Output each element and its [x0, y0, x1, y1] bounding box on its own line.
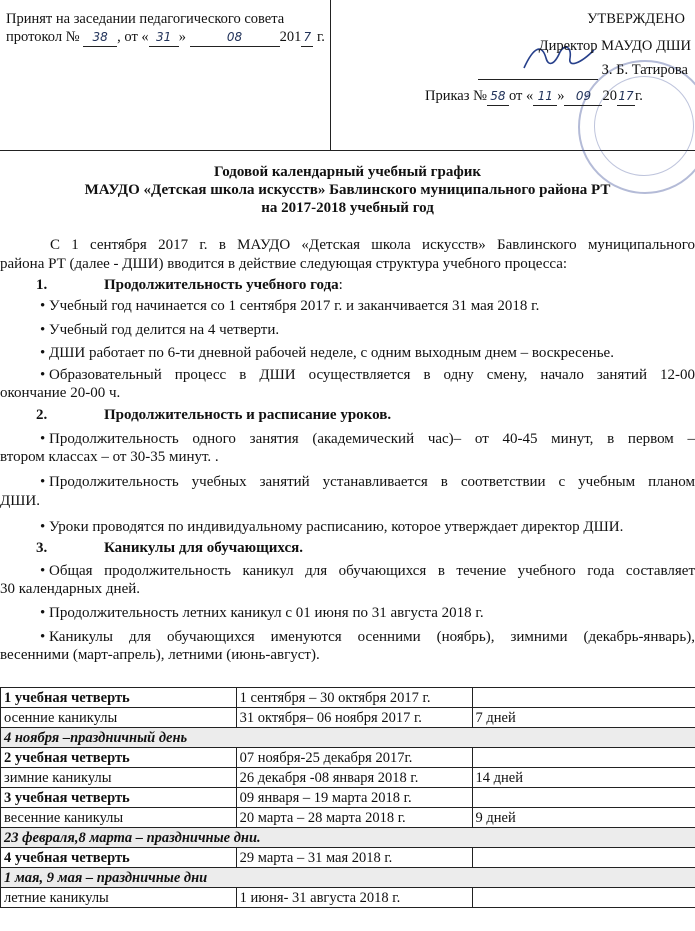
period-duration-cell: 14 дней	[472, 768, 695, 788]
order-prefix: Приказ №	[425, 88, 487, 104]
list-item-text: Каникулы для обучающихся именуются осенними (ноябрь), зимними (декабрь-январь),	[49, 629, 695, 645]
list-item: • Продолжительность летних каникул с 01 июня по 31 августа 2018 г.	[40, 605, 484, 621]
table-row	[1, 868, 695, 888]
order-from: от «	[508, 88, 534, 104]
protocol-line	[6, 28, 325, 47]
holiday-note-cell: 1 мая, 9 мая – праздничные дни	[1, 868, 695, 888]
table-row	[1, 888, 695, 908]
list-item: • Учебный год делится на 4 четверти.	[40, 322, 280, 338]
table-row	[1, 788, 695, 808]
section3-heading: Каникулы для обучающихся.	[104, 540, 304, 556]
table-row	[1, 728, 695, 748]
intro-line1: С 1 сентября 2017 г. в МАУДО «Детская школа искусств» Бавлинского муниципального	[50, 237, 695, 253]
section1-colon: :	[338, 277, 343, 293]
order-day: 11	[537, 89, 553, 103]
period-duration-cell: 9 дней	[472, 808, 695, 828]
list-item: • Образовательный процесс в ДШИ осуществляется в одну смену, начало занятий 12-00	[40, 367, 695, 383]
protocol-month: 08	[226, 30, 243, 44]
approval-header	[0, 0, 695, 151]
period-duration-cell	[472, 688, 695, 708]
doc-title-line3: на 2017-2018 учебный год	[261, 200, 434, 216]
intro-line2: района РТ (далее - ДШИ) вводится в действие следующая структура учебного процесса:	[0, 256, 568, 272]
period-dates-cell: 1 сентября – 30 октября 2017 г.	[236, 688, 472, 708]
period-duration-cell	[472, 748, 695, 768]
list-item: • Каникулы для обучающихся именуются осенними (ноябрь), зимними (декабрь-январь),	[40, 629, 695, 645]
period-name-cell: весенние каникулы	[1, 808, 237, 828]
protocol-from: , от «	[117, 29, 149, 45]
doc-title-line2: МАУДО «Детская школа искусств» Бавлинского муниципального района РТ	[84, 182, 611, 198]
table-row	[1, 848, 695, 868]
section2-heading: Продолжительность и расписание уроков.	[104, 407, 392, 423]
protocol-number: 38	[92, 30, 108, 44]
section1-heading-text: Продолжительность учебного года	[104, 277, 339, 293]
list-item-continuation: окончание 20-00 ч.	[0, 385, 121, 401]
period-name-cell: зимние каникулы	[1, 768, 237, 788]
period-dates-cell: 09 января – 19 марта 2018 г.	[236, 788, 472, 808]
list-item: • ДШИ работает по 6-ти дневной рабочей неделе, с одним выходным днем – воскресенье.	[40, 345, 614, 361]
period-name-cell: 2 учебная четверть	[1, 748, 237, 768]
section1-number: 1.	[36, 277, 48, 293]
order-number: 58	[490, 89, 506, 103]
period-dates-cell: 1 июня- 31 августа 2018 г.	[236, 888, 472, 908]
period-dates-cell: 20 марта – 28 марта 2018 г.	[236, 808, 472, 828]
order-year-digit: 17	[618, 89, 634, 103]
period-duration-cell: 7 дней	[472, 708, 695, 728]
list-item: • Продолжительность одного занятия (академический час)– от 40-45 минут, в первом –	[40, 431, 695, 447]
list-item-continuation: весенними (март-апрель), летними (июнь-август).	[0, 647, 320, 663]
table-row	[1, 808, 695, 828]
protocol-year-digit: 7	[303, 30, 312, 44]
order-year-prefix: 20	[602, 88, 617, 104]
list-item-continuation: 30 календарных дней.	[0, 581, 141, 597]
protocol-prefix: протокол №	[6, 29, 80, 45]
list-item: • Общая продолжительность каникул для обучающихся в течение учебного года составляет	[40, 563, 695, 579]
period-duration-cell	[472, 788, 695, 808]
list-item-text: Продолжительность учебных занятий устанавливается в соответствии с учебным планом	[49, 474, 695, 490]
order-quote: »	[557, 88, 565, 104]
director-name: З. Б. Татирова	[601, 62, 688, 78]
list-item-text: Учебный год начинается со 1 сентября 2017 г. и заканчивается 31 мая 2018 г.	[49, 298, 540, 314]
list-item-text: Образовательный процесс в ДШИ осуществляется в одну смену, начало занятий 12-00	[49, 367, 695, 383]
list-item-continuation: ДШИ.	[0, 493, 40, 509]
order-line	[425, 87, 643, 106]
director-title: Директор МАУДО ДШИ	[538, 38, 691, 54]
list-item: • Продолжительность учебных занятий устанавливается в соответствии с учебным планом	[40, 474, 695, 490]
period-dates-cell: 29 марта – 31 мая 2018 г.	[236, 848, 472, 868]
list-item: • Учебный год начинается со 1 сентября 2017 г. и заканчивается 31 мая 2018 г.	[40, 298, 540, 314]
table-row	[1, 708, 695, 728]
section2-number: 2.	[36, 407, 48, 423]
list-item-text: Продолжительность летних каникул с 01 июня по 31 августа 2018 г.	[49, 605, 484, 621]
period-dates-cell: 31 октября– 06 ноября 2017 г.	[236, 708, 472, 728]
holiday-note-cell: 23 февраля,8 марта – праздничные дни.	[1, 828, 695, 848]
protocol-year-prefix: 201	[279, 29, 302, 45]
protocol-quote: »	[178, 29, 186, 45]
list-item-text: Учебный год делится на 4 четверти.	[49, 322, 280, 338]
list-item-continuation: втором классах – от 30-35 минут. .	[0, 449, 219, 465]
table-row	[1, 748, 695, 768]
period-duration-cell	[472, 848, 695, 868]
period-dates-cell: 07 ноября-25 декабря 2017г.	[236, 748, 472, 768]
period-name-cell: летние каникулы	[1, 888, 237, 908]
section3-number: 3.	[36, 540, 48, 556]
period-dates-cell: 26 декабря -08 января 2018 г.	[236, 768, 472, 788]
period-name-cell: 3 учебная четверть	[1, 788, 237, 808]
order-month: 09	[575, 89, 592, 103]
schedule-table	[0, 687, 695, 908]
period-name-cell: 1 учебная четверть	[1, 688, 237, 708]
protocol-day: 31	[156, 30, 172, 44]
list-item-text: Продолжительность одного занятия (академический час)– от 40-45 минут, в первом –	[49, 431, 695, 447]
order-year-suffix: г.	[634, 88, 643, 104]
list-item: • Уроки проводятся по индивидуальному расписанию, которое утверждает директор ДШИ.	[40, 519, 624, 535]
table-row	[1, 688, 695, 708]
section1-heading	[104, 276, 343, 294]
doc-title-line1: Годовой календарный учебный график	[213, 164, 482, 180]
list-item-text: Уроки проводятся по индивидуальному расписанию, которое утверждает директор ДШИ.	[49, 519, 624, 535]
council-block	[0, 0, 331, 150]
holiday-note-cell: 4 ноября –праздничный день	[1, 728, 695, 748]
approved-label: УТВЕРЖДЕНО	[587, 11, 685, 27]
table-row	[1, 768, 695, 788]
director-sign-line	[478, 61, 688, 80]
list-item-text: ДШИ работает по 6-ти дневной рабочей неделе, с одним выходным днем – воскресенье.	[49, 345, 614, 361]
period-duration-cell	[472, 888, 695, 908]
table-row	[1, 828, 695, 848]
period-name-cell: 4 учебная четверть	[1, 848, 237, 868]
period-name-cell: осенние каникулы	[1, 708, 237, 728]
protocol-year-suffix: г.	[313, 29, 325, 45]
council-text: Принят на заседании педагогического совета	[6, 11, 285, 27]
list-item-text: Общая продолжительность каникул для обучающихся в течение учебного года составляет	[49, 563, 695, 579]
